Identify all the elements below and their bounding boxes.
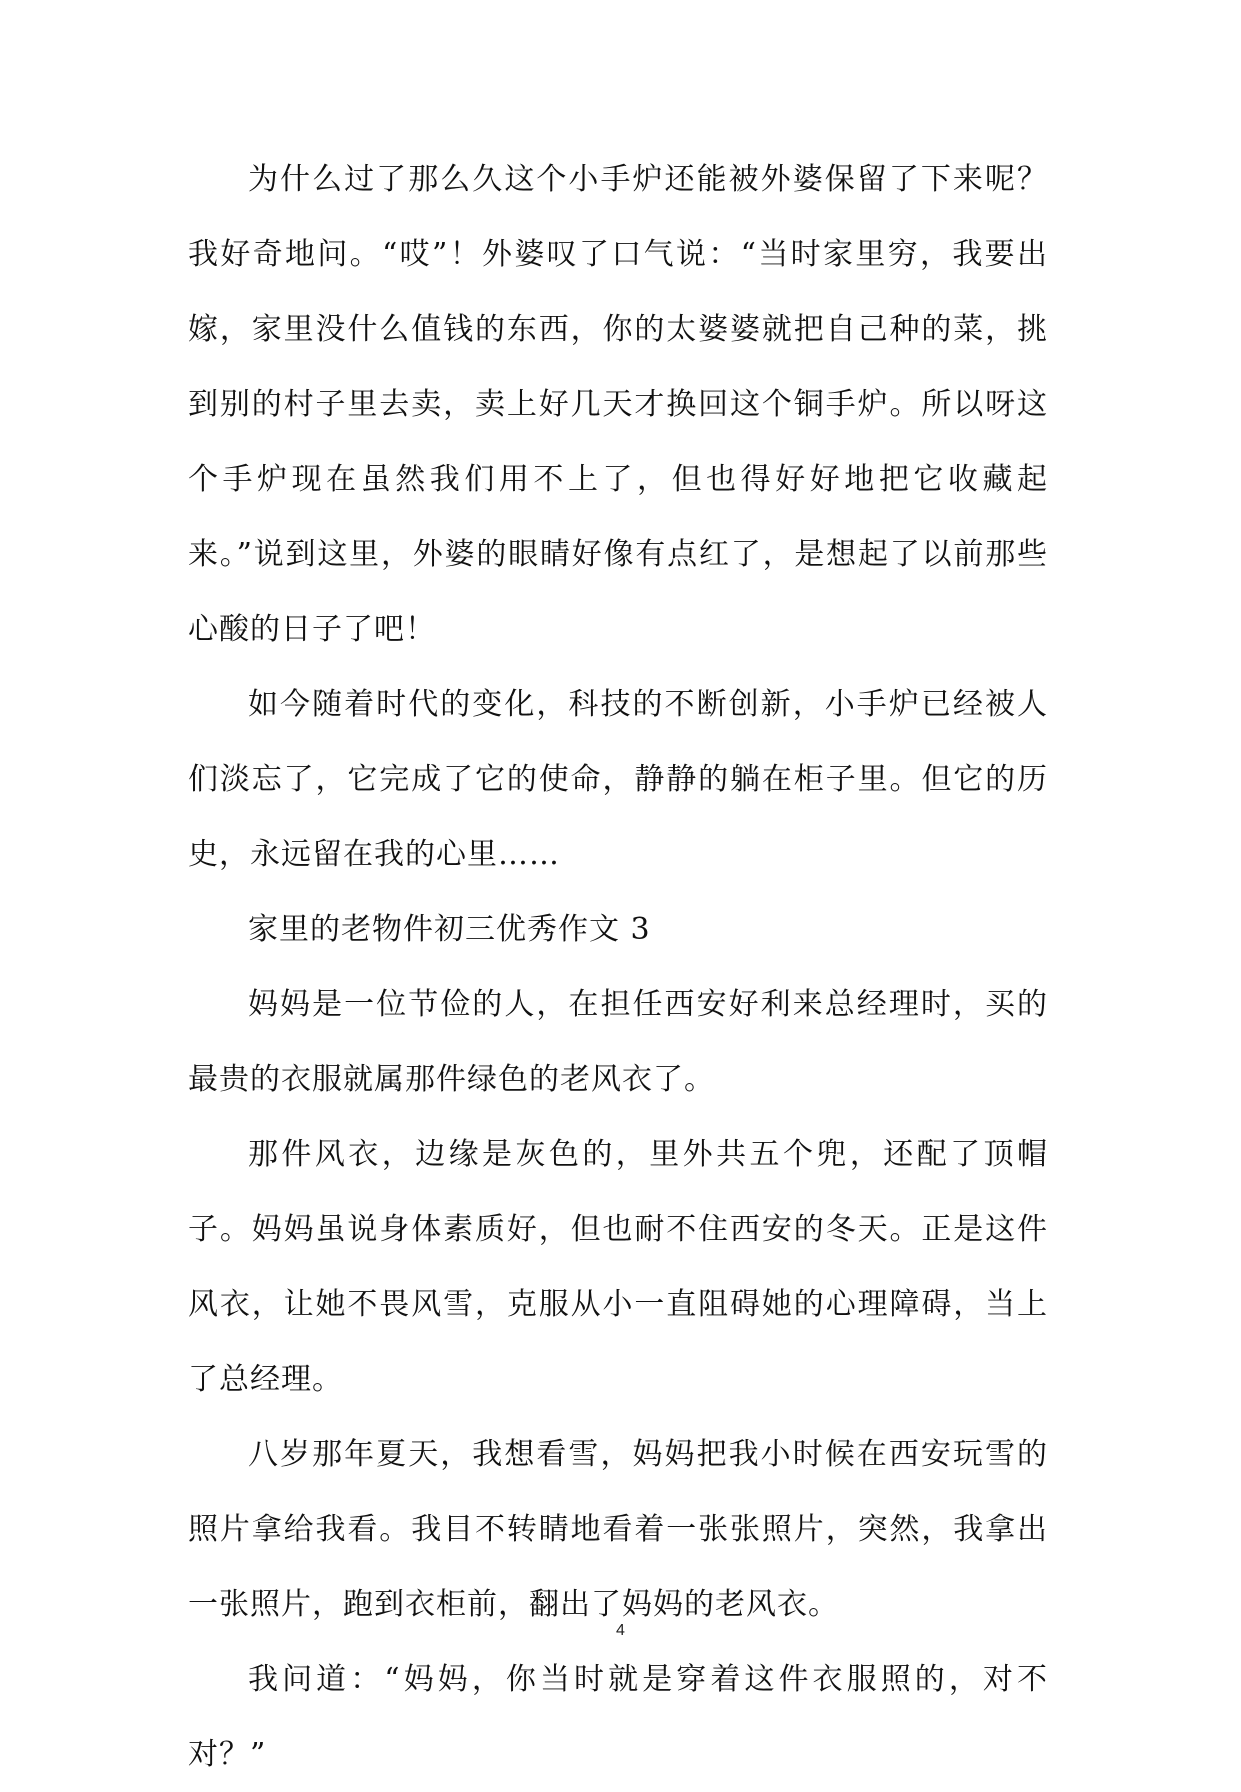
paragraph-question: 我问道：“妈妈，你当时就是穿着这件衣服照的，对不对？” [188,1662,1048,1772]
page-number: 4 [616,1622,625,1639]
body-text [188,142,1048,1792]
paragraph-hand-warmer-ending: 如今随着时代的变化，科技的不断创新，小手炉已经被人们淡忘了，它完成了它的使命，静静的躺在柜子里。但它的历史，永远留在我的心里…… [188,687,1048,872]
essay-heading: 家里的老物件初三优秀作文 3 [248,912,651,947]
paragraph-windbreaker-description: 那件风衣，边缘是灰色的，里外共五个兜，还配了顶帽子。妈妈虽说身体素质好，但也耐不住西安的冬天。正是这件风衣，让她不畏风雪，克服从小一直阻碍她的心理障碍，当上了总经理。 [188,1137,1048,1397]
paragraph-mother-frugal: 妈妈是一位节俭的人，在担任西安好利来总经理时，买的最贵的衣服就属那件绿色的老风衣了。 [188,987,1048,1097]
paragraph-snow-photos: 八岁那年夏天，我想看雪，妈妈把我小时候在西安玩雪的照片拿给我看。我目不转睛地看着一张张照片，突然，我拿出一张照片，跑到衣柜前，翻出了妈妈的老风衣。 [188,1437,1048,1622]
paragraph-hand-warmer-story: 为什么过了那么久这个小手炉还能被外婆保留了下来呢？我好奇地问。“哎”！外婆叹了口气说：“当时家里穷，我要出嫁，家里没什么值钱的东西，你的太婆婆就把自己种的菜，挑到别的村子里去卖，卖上好几天才换回这个铜手炉。所以呀这个手炉现在虽然我们用不上了，但也得好好地把它收藏起来。”说到这里，外婆的眼睛好像有点红了，是想起了以前那些心酸的日子了吧！ [188,162,1048,647]
